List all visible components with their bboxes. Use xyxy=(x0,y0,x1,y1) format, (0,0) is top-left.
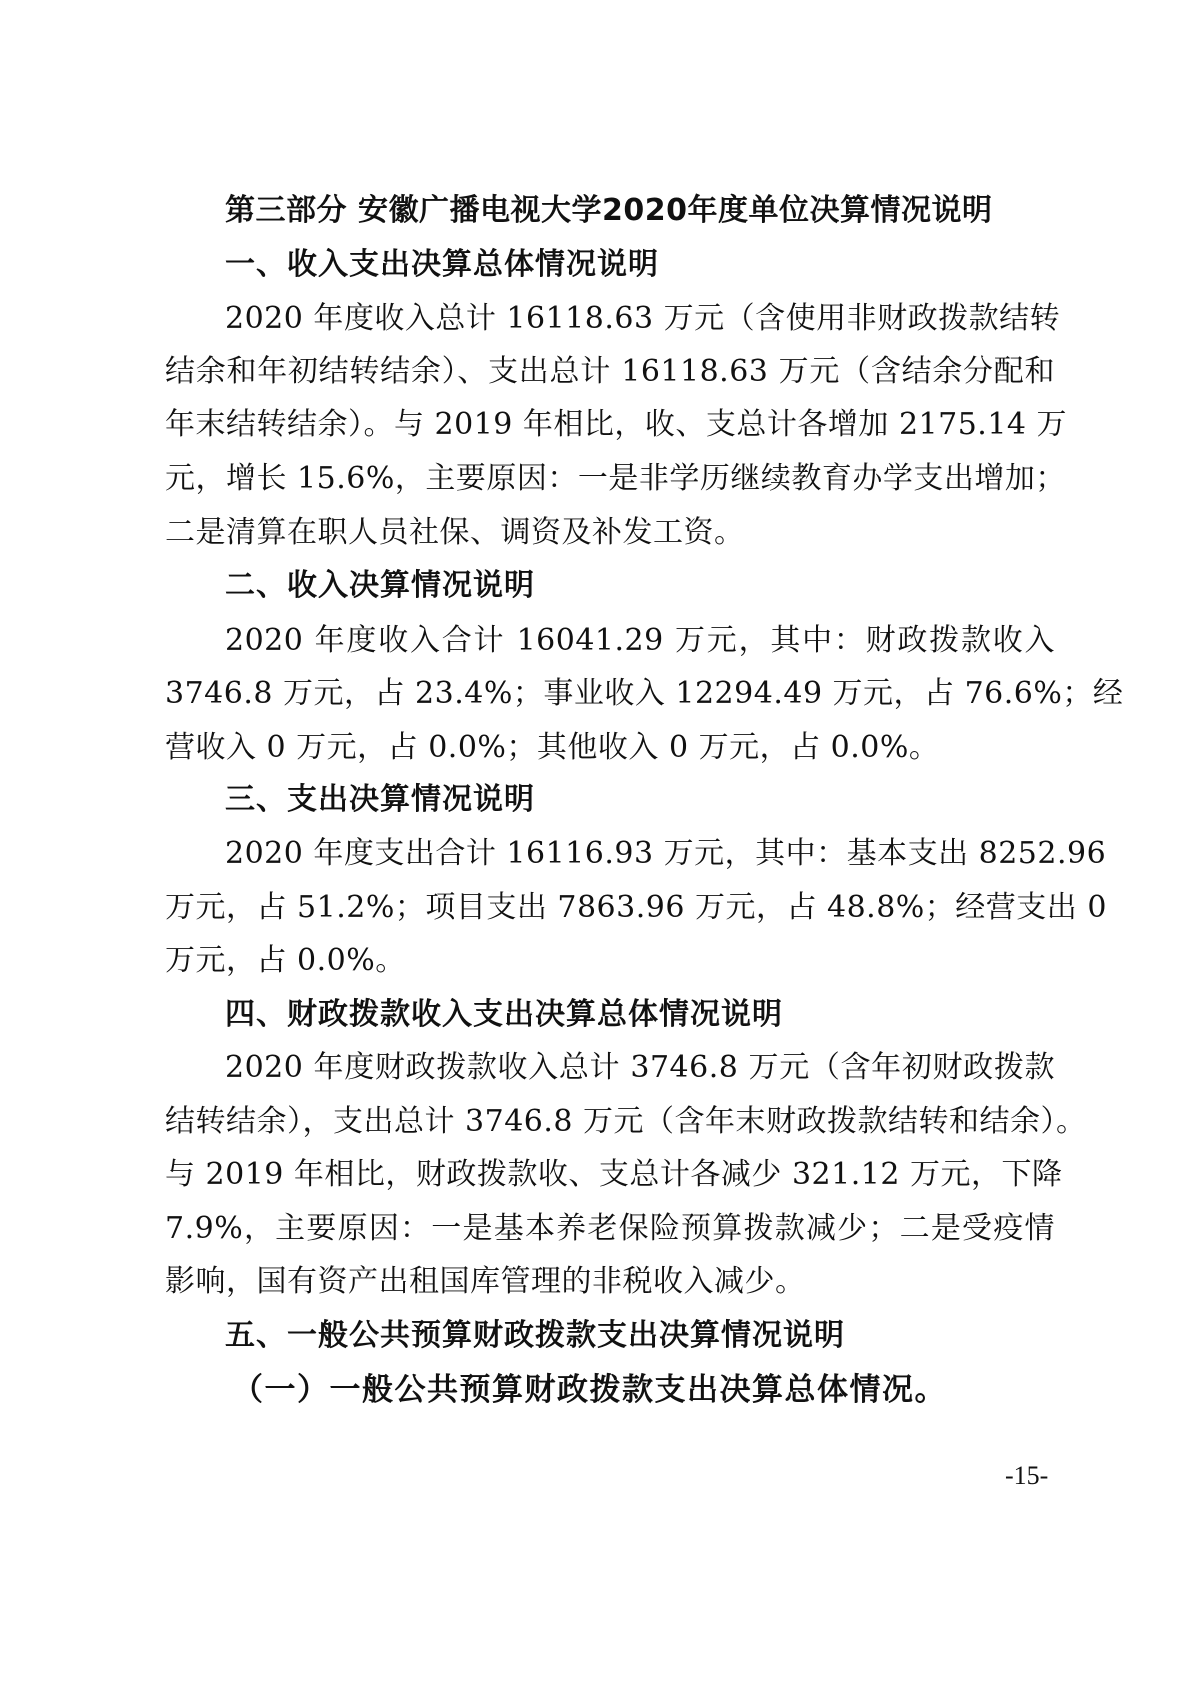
paragraph-line: 万元，占 51.2%；项目支出 7863.96 万元，占 48.8%；经营支出 0 xyxy=(165,890,1107,925)
paragraph-line: 二是清算在职人员社保、调资及补发工资。 xyxy=(165,515,745,550)
section-heading-1: 一、收入支出决算总体情况说明 xyxy=(225,247,659,282)
paragraph-line: 万元，占 0.0%。 xyxy=(165,943,406,978)
paragraph-line: 2020 年度财政拨款收入总计 3746.8 万元（含年初财政拨款 xyxy=(225,1050,1055,1085)
paragraph-line: 年末结转结余）。与 2019 年相比，收、支总计各增加 2175.14 万 xyxy=(165,407,1068,442)
paragraph-line: 影响，国有资产出租国库管理的非税收入减少。 xyxy=(165,1264,806,1299)
paragraph-line: 7.9%，主要原因：一是基本养老保险预算拨款减少；二是受疫情 xyxy=(165,1211,1055,1246)
document-title: 第三部分 安徽广播电视大学2020年度单位决算情况说明 xyxy=(225,193,993,228)
paragraph-line: 2020 年度收入总计 16118.63 万元（含使用非财政拨款结转 xyxy=(225,301,1061,336)
paragraph-line: 营收入 0 万元，占 0.0%；其他收入 0 万元，占 0.0%。 xyxy=(165,730,940,765)
page-number: -15- xyxy=(1005,1461,1049,1490)
paragraph-line: 2020 年度收入合计 16041.29 万元，其中：财政拨款收入 xyxy=(225,623,1055,658)
paragraph-line: 元，增长 15.6%，主要原因：一是非学历继续教育办学支出增加； xyxy=(165,461,1066,496)
paragraph-line: 结转结余），支出总计 3746.8 万元（含年末财政拨款结转和结余）。 xyxy=(165,1104,1087,1139)
section-heading-5: 五、一般公共预算财政拨款支出决算情况说明 xyxy=(225,1318,845,1353)
subsection-heading: （一）一般公共预算财政拨款支出决算总体情况。 xyxy=(232,1372,947,1408)
section-heading-2: 二、收入决算情况说明 xyxy=(225,568,535,603)
paragraph-line: 结余和年初结转结余）、支出总计 16118.63 万元（含结余分配和 xyxy=(165,354,1055,389)
paragraph-line: 与 2019 年相比，财政拨款收、支总计各减少 321.12 万元，下降 xyxy=(165,1157,1063,1192)
section-heading-3: 三、支出决算情况说明 xyxy=(225,782,535,817)
paragraph-line: 3746.8 万元，占 23.4%；事业收入 12294.49 万元，占 76.6%；经 xyxy=(165,676,1124,711)
section-heading-4: 四、财政拨款收入支出决算总体情况说明 xyxy=(225,997,783,1032)
paragraph-line: 2020 年度支出合计 16116.93 万元，其中：基本支出 8252.96 xyxy=(225,836,1107,871)
